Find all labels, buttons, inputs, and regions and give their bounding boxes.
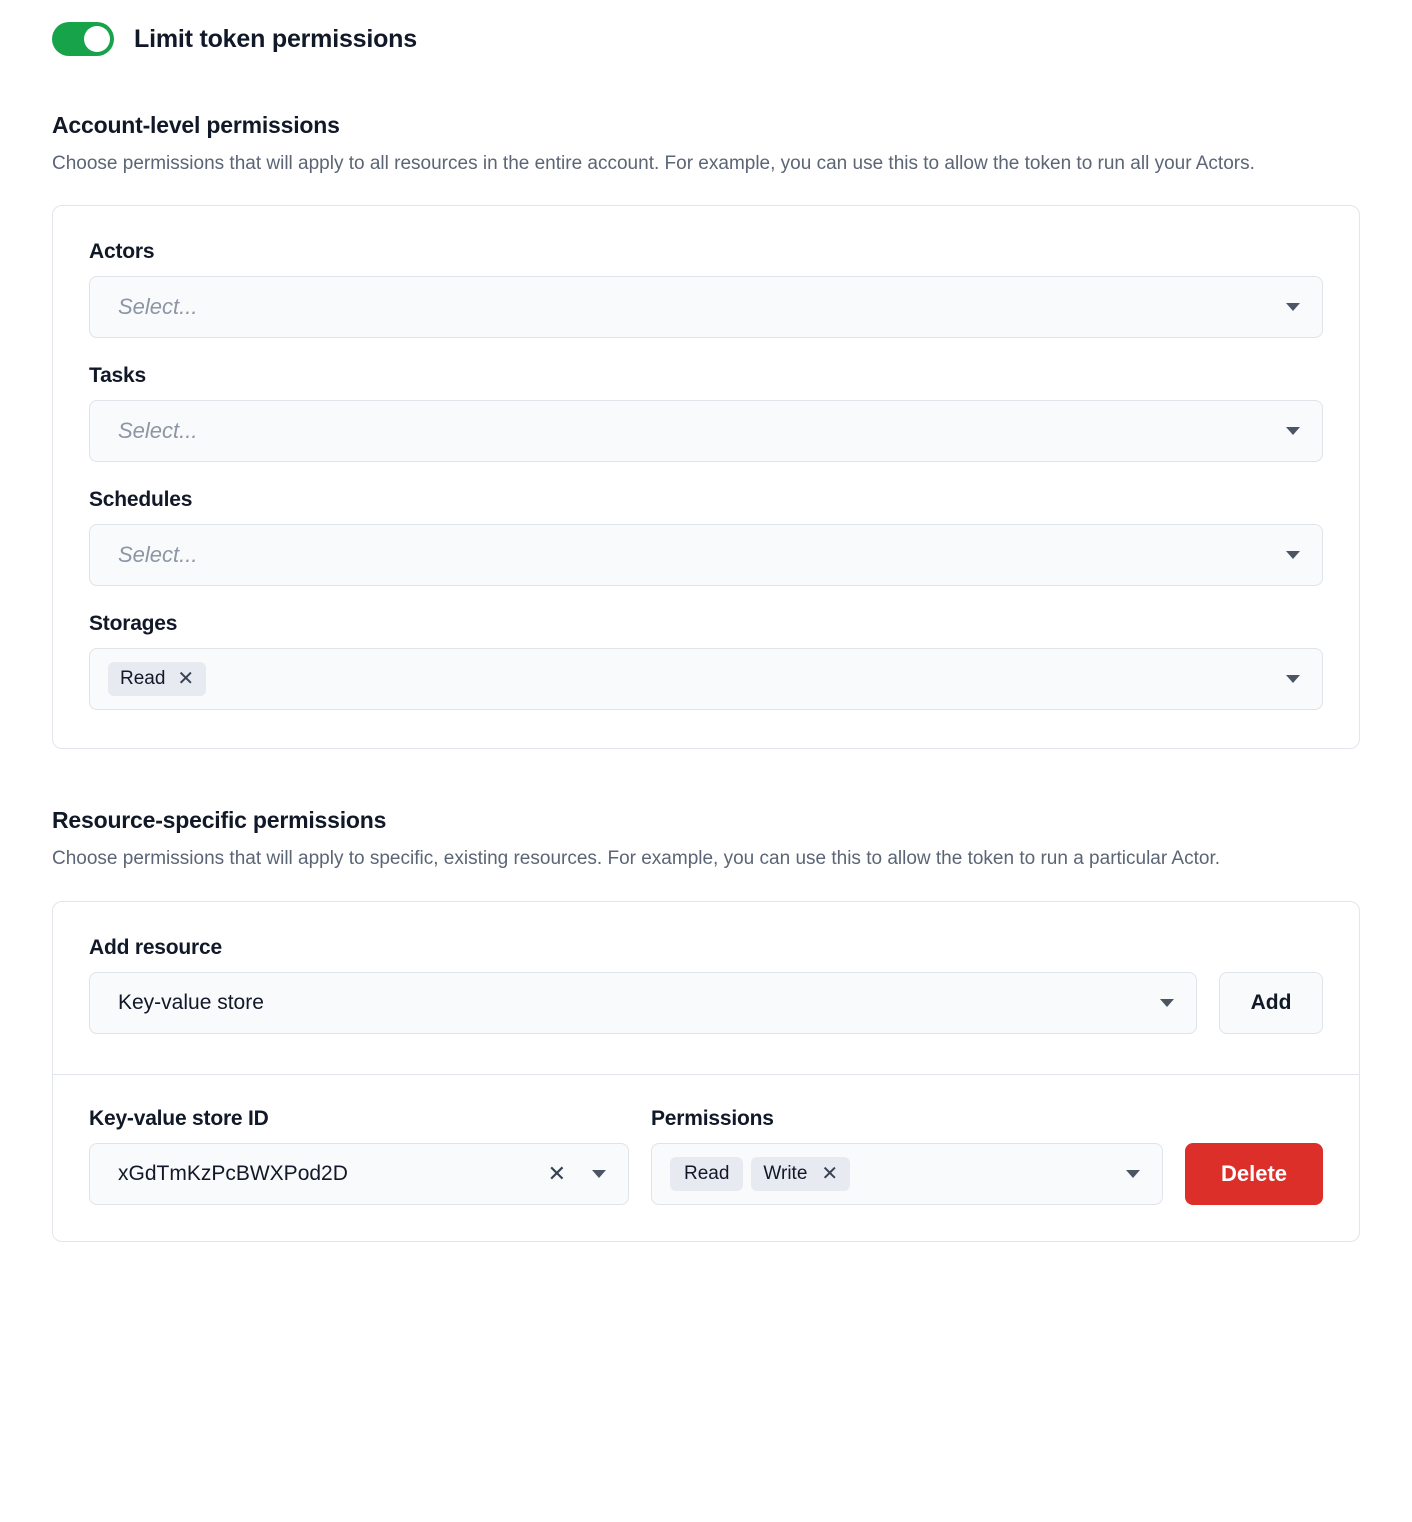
field-tasks bbox=[89, 364, 1323, 462]
chevron-down-icon bbox=[1286, 427, 1300, 435]
resource-row-section bbox=[53, 1075, 1359, 1241]
kv-store-id-value: xGdTmKzPcBWXPod2D bbox=[118, 1161, 348, 1185]
tasks-label: Tasks bbox=[89, 364, 146, 388]
limit-token-permissions-label: Limit token permissions bbox=[134, 24, 417, 53]
chevron-down-icon bbox=[1286, 303, 1300, 311]
storages-select[interactable] bbox=[89, 648, 1323, 710]
section-spacer bbox=[52, 749, 1360, 807]
schedules-placeholder: Select... bbox=[118, 542, 198, 568]
chip-label: Read bbox=[684, 1162, 730, 1184]
tasks-select[interactable] bbox=[89, 400, 1323, 462]
account-level-description: Choose permissions that will apply to all resources in the entire account. For example, you can use this to allow the token to run all your Actors. bbox=[52, 153, 1255, 174]
add-resource-selected-value: Key-value store bbox=[118, 990, 264, 1014]
kv-store-id-label: Key-value store ID bbox=[89, 1106, 269, 1130]
storages-chip-read bbox=[108, 662, 206, 696]
field-storages bbox=[89, 612, 1323, 710]
schedules-select[interactable] bbox=[89, 524, 1323, 586]
permissions-label-wrap bbox=[651, 1107, 1163, 1131]
kv-store-id-label-wrap bbox=[89, 1107, 629, 1131]
chip-label: Write bbox=[763, 1162, 808, 1184]
chip-label: Read bbox=[120, 668, 166, 690]
kv-store-id-select[interactable] bbox=[89, 1143, 629, 1205]
add-resource-button[interactable]: Add bbox=[1219, 972, 1323, 1034]
permissions-chip-read bbox=[670, 1157, 743, 1191]
chevron-down-icon bbox=[592, 1170, 606, 1178]
storages-chips bbox=[108, 662, 206, 696]
close-icon[interactable]: ✕ bbox=[821, 1162, 839, 1185]
add-resource-section bbox=[53, 902, 1359, 1074]
account-level-title: Account-level permissions bbox=[52, 112, 340, 138]
add-resource-row bbox=[89, 972, 1323, 1034]
add-resource-select-wrap bbox=[89, 972, 1197, 1034]
resource-specific-description: Choose permissions that will apply to specific, existing resources. For example, you can use this to allow the token to run a particular Actor. bbox=[52, 848, 1221, 870]
resource-row-labels bbox=[89, 1107, 1323, 1131]
permissions-chip-write bbox=[751, 1157, 850, 1191]
limit-token-permissions-row bbox=[52, 22, 1360, 56]
actors-label: Actors bbox=[89, 240, 155, 264]
storages-label: Storages bbox=[89, 612, 178, 636]
delete-button[interactable]: Delete bbox=[1185, 1143, 1323, 1205]
chevron-down-icon bbox=[1126, 1170, 1140, 1178]
field-actors bbox=[89, 240, 1323, 338]
tasks-placeholder: Select... bbox=[118, 418, 198, 444]
resource-specific-card bbox=[52, 901, 1360, 1242]
actors-placeholder: Select... bbox=[118, 294, 198, 320]
account-level-card bbox=[52, 205, 1360, 749]
add-resource-select[interactable] bbox=[89, 972, 1197, 1034]
add-resource-label: Add resource bbox=[89, 935, 222, 959]
chevron-down-icon bbox=[1286, 675, 1300, 683]
limit-token-permissions-toggle[interactable] bbox=[52, 22, 114, 56]
actors-select[interactable] bbox=[89, 276, 1323, 338]
toggle-knob bbox=[84, 26, 110, 52]
permissions-field bbox=[651, 1143, 1163, 1205]
kv-store-id-field bbox=[89, 1143, 629, 1205]
chevron-down-icon bbox=[1160, 999, 1174, 1007]
resource-specific-title: Resource-specific permissions bbox=[52, 807, 387, 834]
field-schedules bbox=[89, 488, 1323, 586]
permissions-label: Permissions bbox=[651, 1106, 774, 1130]
schedules-label: Schedules bbox=[89, 488, 193, 512]
table-row bbox=[89, 1143, 1323, 1205]
permissions-chips bbox=[670, 1157, 850, 1191]
close-icon[interactable]: ✕ bbox=[177, 668, 195, 691]
chevron-down-icon bbox=[1286, 551, 1300, 559]
permissions-select[interactable] bbox=[651, 1143, 1163, 1205]
close-icon[interactable]: ✕ bbox=[547, 1160, 566, 1186]
